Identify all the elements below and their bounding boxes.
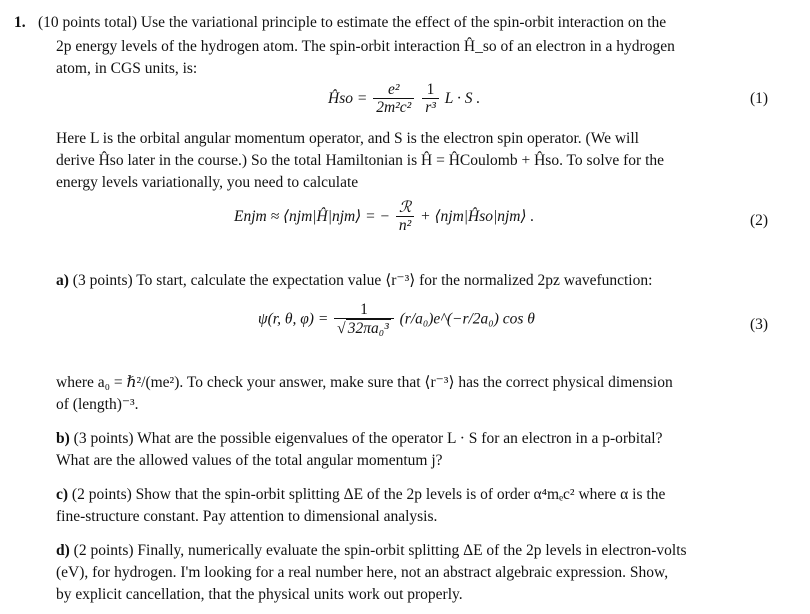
- eq3-lhs: ψ(r, θ, φ) =: [258, 310, 329, 328]
- eq1-lhs: Ĥso =: [328, 90, 368, 108]
- eq1-fraction-1: [373, 82, 414, 117]
- para2-line-2: derive Ĥso later in the course.) So the total Hamiltonian is Ĥ = ĤCoulomb + Ĥso. To solve for the: [56, 152, 665, 169]
- eq1-frac2-num: 1: [426, 81, 435, 98]
- eq1-fraction-2: [422, 82, 439, 117]
- part-a-line-3: of (length)⁻³.: [56, 396, 139, 413]
- part-c-text-1: (2 points) Show that the spin-orbit splitting ΔE of the 2p levels is of order α⁴mₑc² where α is the: [71, 486, 666, 503]
- part-d-label: d): [56, 542, 70, 559]
- eq1-rhs: L · S .: [444, 90, 481, 108]
- part-a-label: a): [56, 272, 69, 289]
- equation-2: [234, 200, 534, 235]
- equation-3-label: (3): [750, 316, 769, 333]
- part-b-line-1: [56, 428, 662, 450]
- eq3-rhs: (r/a₀)e^(−r/2a₀) cos θ: [399, 310, 535, 328]
- eq2-frac-den: n²: [396, 216, 414, 235]
- problem-line-1: (10 points total) Use the variational principle to estimate the effect of the spin-orbit interaction on the: [38, 14, 667, 31]
- part-a-line-2: where a₀ = ℏ²/(me²). To check your answer, make sure that ⟨r⁻³⟩ has the correct physical dimension: [56, 374, 673, 391]
- part-c-label: c): [56, 486, 69, 503]
- eq1-frac1-den: 2m²c²: [373, 98, 414, 117]
- part-d-line-3: by explicit cancellation, that the physical units work out properly.: [56, 586, 463, 603]
- para2-line-1: Here L is the orbital angular momentum operator, and S is the electron spin operator. (We will: [56, 130, 639, 147]
- part-a-text-1: (3 points) To start, calculate the expectation value ⟨r⁻³⟩ for the normalized 2pz wavefunction:: [72, 272, 653, 289]
- equation-3: [258, 302, 535, 338]
- eq2-frac-num: ℛ: [398, 199, 412, 216]
- part-b-label: b): [56, 430, 70, 447]
- eq1-frac1-num: e²: [387, 81, 400, 98]
- equation-1: [328, 82, 480, 117]
- eq2-rhs: + ⟨njm|Ĥso|njm⟩ .: [420, 208, 535, 226]
- part-d-text-1: (2 points) Finally, numerically evaluate the spin-orbit splitting ΔE of the 2p levels in electron-volts: [73, 542, 687, 559]
- part-a-line-1: [56, 270, 652, 292]
- equation-1-label: (1): [750, 90, 769, 107]
- eq1-frac2-den: r³: [422, 98, 439, 117]
- equation-2-label: (2): [750, 212, 769, 229]
- problem-number: 1.: [14, 14, 26, 31]
- eq2-lhs: Enjm ≈ ⟨njm|Ĥ|njm⟩ = −: [234, 208, 390, 226]
- problem-line-2: 2p energy levels of the hydrogen atom. The spin-orbit interaction Ĥ_so of an electron in a hydrogen: [56, 38, 675, 55]
- part-b-text-1: (3 points) What are the possible eigenvalues of the operator L · S for an electron in a p-orbital?: [73, 430, 663, 447]
- eq3-fraction: [334, 302, 394, 338]
- part-b-line-2: What are the allowed values of the total angular momentum j?: [56, 452, 443, 469]
- para2-line-3: energy levels variationally, you need to calculate: [56, 174, 359, 191]
- eq3-sqrt-body: 32πa₀³: [347, 320, 389, 337]
- eq2-fraction: [396, 200, 414, 235]
- problem-line-3: atom, in CGS units, is:: [56, 60, 198, 77]
- part-c-line-2: fine-structure constant. Pay attention to dimensional analysis.: [56, 508, 438, 525]
- eq3-frac-num: 1: [360, 301, 368, 318]
- part-d-line-2: (eV), for hydrogen. I'm looking for a real number here, not an abstract algebraic expression. Show,: [56, 564, 669, 581]
- part-c-line-1: [56, 484, 665, 506]
- part-d-line-1: [56, 540, 687, 562]
- eq3-frac-den: √ 32πa₀³: [334, 318, 394, 338]
